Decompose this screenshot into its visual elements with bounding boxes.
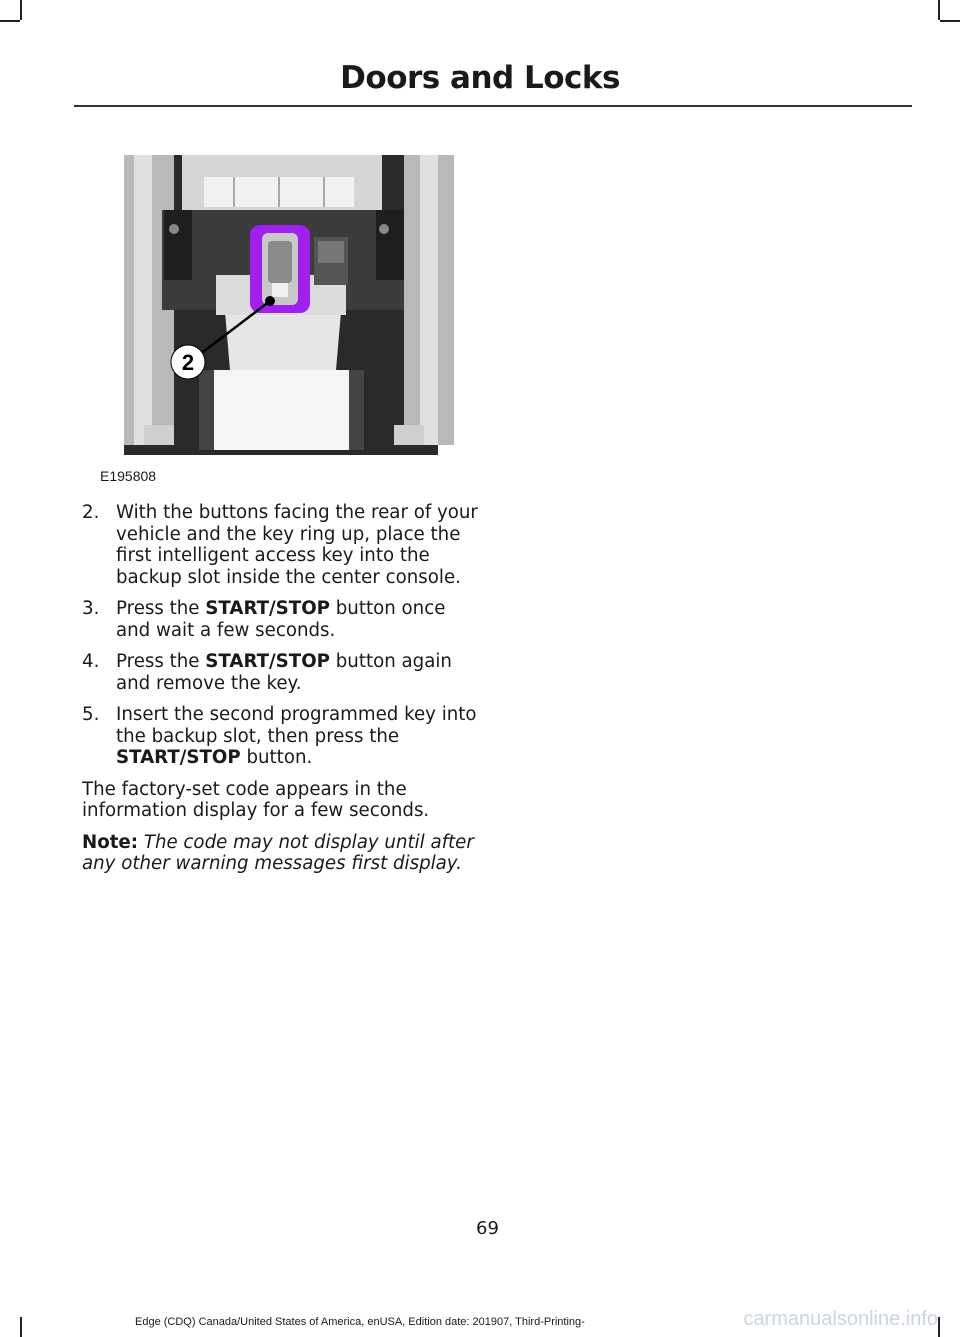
callout-number: 2 (181, 350, 195, 375)
step-text-pre: Press the (116, 598, 206, 619)
step-bold-label: START/STOP (116, 747, 241, 768)
step-text (116, 651, 482, 694)
step-number: 4. (82, 651, 100, 672)
step-text-post: button again and remove the key. (116, 651, 452, 694)
step-text (116, 598, 482, 641)
center-console-illustration (104, 155, 458, 461)
body-paragraph: The factory-set code appears in the information display for a few seconds. (82, 778, 430, 821)
step-item (82, 598, 482, 641)
step-text-pre: Insert the second programmed key into the backup slot, then press the (116, 704, 477, 747)
step-item (82, 651, 482, 694)
page-title: Doors and Locks (340, 60, 620, 96)
crop-mark (938, 0, 940, 20)
header-divider (74, 105, 912, 107)
step-number: 5. (82, 704, 100, 725)
step-number: 2. (82, 502, 100, 523)
step-text-pre: Press the (116, 651, 206, 672)
note-text: The code may not display until after any other warning messages first display. (82, 831, 474, 874)
step-text (116, 704, 482, 769)
crop-mark (940, 20, 960, 22)
note (82, 832, 482, 875)
step-text-post: button once and wait a few seconds. (116, 598, 446, 641)
crop-mark (20, 1317, 22, 1337)
step-bold-label: START/STOP (205, 651, 330, 672)
step-text-post: button. (240, 747, 313, 768)
watermark: carmanualsonline.info (743, 1308, 938, 1330)
crop-mark (0, 20, 20, 22)
page-number: 69 (476, 1218, 499, 1239)
crop-mark (938, 1317, 940, 1337)
content-column (82, 502, 482, 885)
figure-id: E195808 (100, 468, 157, 484)
crop-mark (20, 0, 22, 20)
step-item (82, 704, 482, 769)
center-console-figure (104, 155, 458, 461)
footer-edition: Edge (CDQ) Canada/United States of America, enUSA, Edition date: 201907, Third-Printing- (135, 1316, 585, 1328)
step-bold-label: START/STOP (205, 598, 330, 619)
step-item (82, 502, 482, 588)
step-text: With the buttons facing the rear of your vehicle and the key ring up, place the first intelligent access key into the backup slot inside the center console. (116, 502, 478, 588)
note-label: Note: (82, 831, 139, 853)
step-number: 3. (82, 598, 100, 619)
